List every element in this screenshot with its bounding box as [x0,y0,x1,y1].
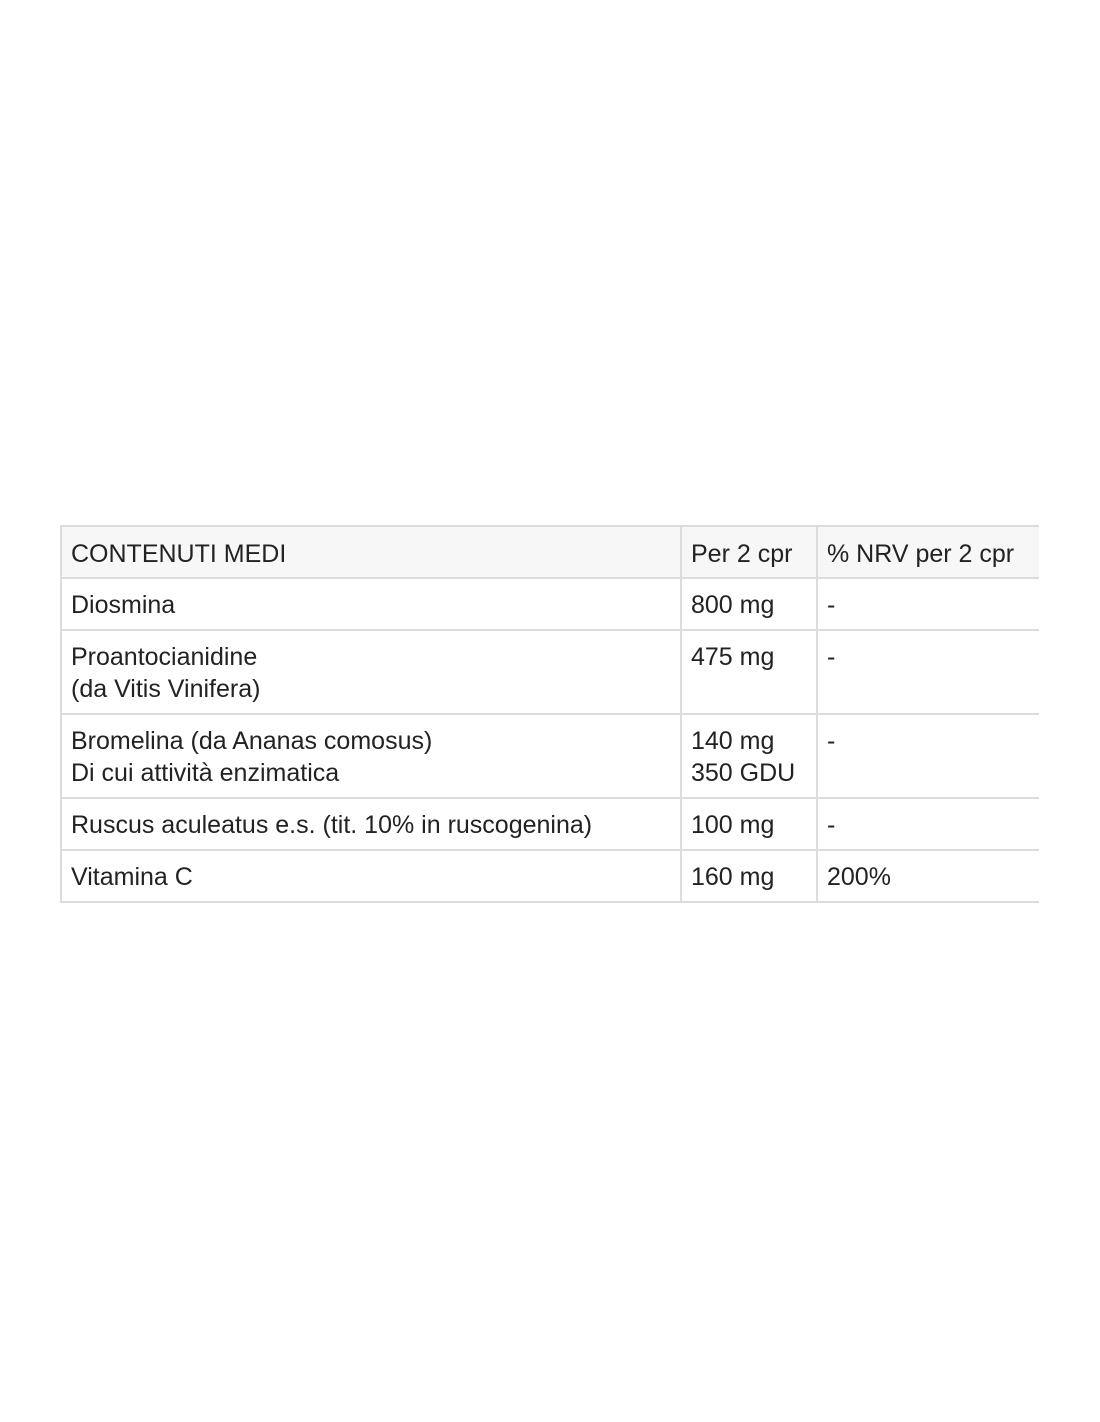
header-contenuti-medi: CONTENUTI MEDI [61,526,681,578]
nrv-cell [817,714,1039,798]
header-per-2-cpr: Per 2 cpr [681,526,817,578]
ingredient-name-cell [61,714,681,798]
ingredient-name-cell [61,798,681,850]
amount-value: 140 mg [691,727,775,755]
ingredient-source: (da Vitis Vinifera) [71,675,261,703]
nrv-value: - [827,643,836,671]
nrv-value: - [827,591,836,619]
nutrition-table [60,525,1039,903]
ingredient-name: Vitamina C [71,863,193,891]
ingredient-name: Proantocianidine [71,643,258,671]
nrv-value: - [827,811,836,839]
ingredient-detail: Di cui attività enzimatica [71,759,340,787]
table-header [61,526,1039,578]
nrv-cell [817,798,1039,850]
ingredient-name-cell [61,850,681,902]
nrv-value: 200% [827,863,891,891]
amount-cell [681,714,817,798]
amount-cell [681,798,817,850]
nrv-cell [817,630,1039,714]
amount-value: 475 mg [691,643,775,671]
amount-value: 100 mg [691,811,775,839]
table-row [61,630,1039,714]
ingredient-name: Ruscus aculeatus e.s. (tit. 10% in ruscogenina) [71,811,593,839]
table-row [61,850,1039,902]
nrv-cell [817,578,1039,630]
header-nrv-per-2-cpr: % NRV per 2 cpr [817,526,1039,578]
nrv-cell [817,850,1039,902]
ingredient-name: Diosmina [71,591,176,619]
ingredient-name: Bromelina (da Ananas comosus) [71,727,433,755]
amount-cell [681,630,817,714]
ingredient-name-cell [61,578,681,630]
amount-cell [681,850,817,902]
header-row [61,526,1039,578]
amount-value: 800 mg [691,591,775,619]
table-row [61,798,1039,850]
amount-cell [681,578,817,630]
ingredient-name-cell [61,630,681,714]
nrv-value: - [827,727,836,755]
activity-value: 350 GDU [691,759,796,787]
table-row [61,714,1039,798]
table-row [61,578,1039,630]
table-body [61,578,1039,902]
amount-value: 160 mg [691,863,775,891]
